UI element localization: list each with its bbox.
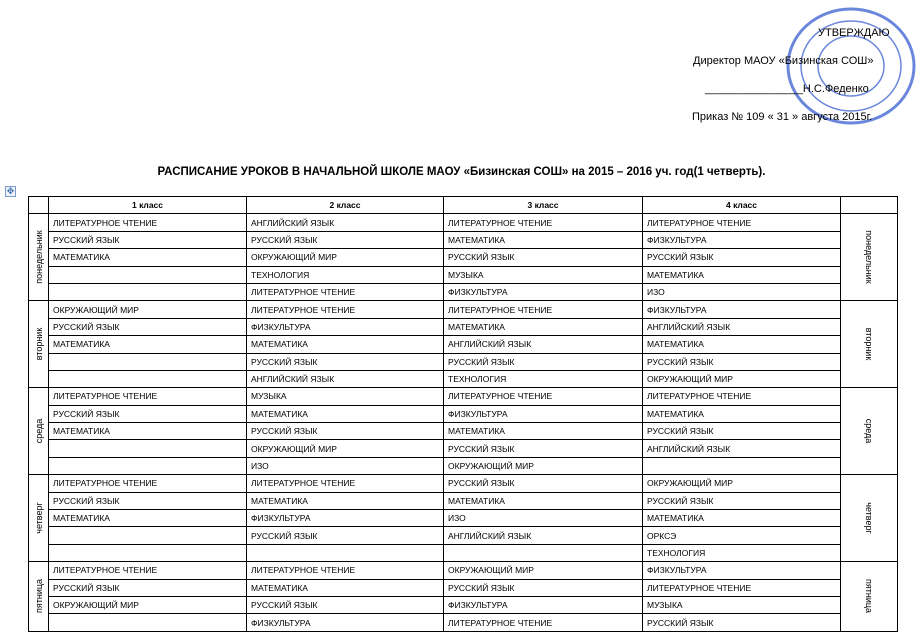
table-row <box>29 231 898 248</box>
lesson-cell: АНГЛИЙСКИЙ ЯЗЫК <box>247 214 444 231</box>
table-row <box>29 544 898 561</box>
table-row <box>29 527 898 544</box>
lesson-cell: МУЗЫКА <box>444 266 643 283</box>
lesson-cell: РУССКИЙ ЯЗЫК <box>643 492 841 509</box>
lesson-cell: МАТЕМАТИКА <box>247 336 444 353</box>
lesson-cell: МАТЕМАТИКА <box>49 510 247 527</box>
table-row <box>29 370 898 387</box>
lesson-cell: РУССКИЙ ЯЗЫК <box>247 353 444 370</box>
lesson-cell: АНГЛИЙСКИЙ ЯЗЫК <box>643 440 841 457</box>
lesson-cell: ЛИТЕРАТУРНОЕ ЧТЕНИЕ <box>247 562 444 579</box>
lesson-cell: ЛИТЕРАТУРНОЕ ЧТЕНИЕ <box>444 301 643 318</box>
lesson-cell: МАТЕМАТИКА <box>643 405 841 422</box>
day-name: среда <box>33 418 44 444</box>
table-row <box>29 266 898 283</box>
lesson-cell: АНГЛИЙСКИЙ ЯЗЫК <box>444 527 643 544</box>
lesson-cell: ОРКСЭ <box>643 527 841 544</box>
lesson-cell <box>49 353 247 370</box>
lesson-cell: МУЗЫКА <box>247 388 444 405</box>
lesson-cell: МУЗЫКА <box>643 596 841 613</box>
lesson-cell: РУССКИЙ ЯЗЫК <box>444 579 643 596</box>
lesson-cell: ФИЗКУЛЬТУРА <box>247 614 444 631</box>
corner-cell <box>29 197 49 214</box>
lesson-cell: МАТЕМАТИКА <box>49 423 247 440</box>
lesson-cell <box>49 527 247 544</box>
lesson-cell: ОКРУЖАЮЩИЙ МИР <box>49 301 247 318</box>
table-row <box>29 562 898 579</box>
table-row <box>29 596 898 613</box>
day-name: четверг <box>33 502 44 534</box>
table-row <box>29 249 898 266</box>
table-row <box>29 283 898 300</box>
table-row <box>29 318 898 335</box>
lesson-cell: ФИЗКУЛЬТУРА <box>444 405 643 422</box>
lesson-cell: РУССКИЙ ЯЗЫК <box>643 249 841 266</box>
table-row <box>29 353 898 370</box>
lesson-cell: ЛИТЕРАТУРНОЕ ЧТЕНИЕ <box>444 614 643 631</box>
lesson-cell: ЛИТЕРАТУРНОЕ ЧТЕНИЕ <box>49 562 247 579</box>
corner-cell <box>841 197 898 214</box>
lesson-cell: МАТЕМАТИКА <box>643 336 841 353</box>
day-label-right <box>841 214 898 301</box>
table-row <box>29 388 898 405</box>
lesson-cell: РУССКИЙ ЯЗЫК <box>643 423 841 440</box>
lesson-cell <box>444 544 643 561</box>
day-label-right <box>841 562 898 632</box>
day-label-left <box>29 475 49 562</box>
lesson-cell: ЛИТЕРАТУРНОЕ ЧТЕНИЕ <box>444 214 643 231</box>
lesson-cell: МАТЕМАТИКА <box>49 336 247 353</box>
lesson-cell <box>49 266 247 283</box>
lesson-cell: ОКРУЖАЮЩИЙ МИР <box>247 249 444 266</box>
lesson-cell: РУССКИЙ ЯЗЫК <box>444 475 643 492</box>
day-label-right <box>841 475 898 562</box>
class-header: 4 класс <box>643 197 841 214</box>
lesson-cell: ФИЗКУЛЬТУРА <box>444 283 643 300</box>
lesson-cell: ОКРУЖАЮЩИЙ МИР <box>643 370 841 387</box>
lesson-cell: ОКРУЖАЮЩИЙ МИР <box>49 596 247 613</box>
class-header: 1 класс <box>49 197 247 214</box>
lesson-cell: РУССКИЙ ЯЗЫК <box>247 231 444 248</box>
schedule-table <box>28 196 898 632</box>
day-name: понедельник <box>33 230 44 285</box>
table-row <box>29 301 898 318</box>
table-row <box>29 510 898 527</box>
lesson-cell: МАТЕМАТИКА <box>643 510 841 527</box>
lesson-cell <box>49 283 247 300</box>
lesson-cell: ИЗО <box>247 457 444 474</box>
table-row <box>29 457 898 474</box>
lesson-cell: ФИЗКУЛЬТУРА <box>643 562 841 579</box>
table-row <box>29 214 898 231</box>
lesson-cell: ИЗО <box>444 510 643 527</box>
lesson-cell: РУССКИЙ ЯЗЫК <box>444 249 643 266</box>
day-label-left <box>29 214 49 301</box>
lesson-cell: МАТЕМАТИКА <box>247 492 444 509</box>
lesson-cell: РУССКИЙ ЯЗЫК <box>247 527 444 544</box>
lesson-cell: РУССКИЙ ЯЗЫК <box>49 318 247 335</box>
table-row <box>29 405 898 422</box>
table-row <box>29 423 898 440</box>
page-title: РАСПИСАНИЕ УРОКОВ В НАЧАЛЬНОЙ ШКОЛЕ МАОУ «Бизинская СОШ» на 2015 – 2016 уч. год(1 четверть). <box>157 166 766 178</box>
lesson-cell: ЛИТЕРАТУРНОЕ ЧТЕНИЕ <box>643 579 841 596</box>
lesson-cell: ЛИТЕРАТУРНОЕ ЧТЕНИЕ <box>643 388 841 405</box>
lesson-cell: АНГЛИЙСКИЙ ЯЗЫК <box>247 370 444 387</box>
class-header: 3 класс <box>444 197 643 214</box>
lesson-cell: ФИЗКУЛЬТУРА <box>643 231 841 248</box>
lesson-cell: ОКРУЖАЮЩИЙ МИР <box>247 440 444 457</box>
lesson-cell: ЛИТЕРАТУРНОЕ ЧТЕНИЕ <box>444 388 643 405</box>
approve-label: УТВЕРЖДАЮ <box>818 27 890 39</box>
lesson-cell: РУССКИЙ ЯЗЫК <box>49 579 247 596</box>
lesson-cell: ФИЗКУЛЬТУРА <box>247 318 444 335</box>
day-label-left <box>29 388 49 475</box>
director-line: Директор МАОУ «Бизинская СОШ» <box>693 55 874 67</box>
lesson-cell: ФИЗКУЛЬТУРА <box>643 301 841 318</box>
table-row <box>29 614 898 631</box>
lesson-cell: МАТЕМАТИКА <box>49 249 247 266</box>
lesson-cell: ЛИТЕРАТУРНОЕ ЧТЕНИЕ <box>247 283 444 300</box>
table-row <box>29 336 898 353</box>
lesson-cell: МАТЕМАТИКА <box>444 492 643 509</box>
day-name: четверг <box>864 502 874 534</box>
day-name: пятница <box>864 579 874 614</box>
lesson-cell <box>49 370 247 387</box>
day-name: вторник <box>33 328 44 361</box>
day-label-left <box>29 562 49 632</box>
order-line: Приказ № 109 « 31 » августа 2015г. <box>692 111 873 123</box>
lesson-cell: МАТЕМАТИКА <box>444 231 643 248</box>
lesson-cell <box>643 457 841 474</box>
lesson-cell: ФИЗКУЛЬТУРА <box>444 596 643 613</box>
lesson-cell <box>247 544 444 561</box>
lesson-cell: МАТЕМАТИКА <box>247 405 444 422</box>
lesson-cell: ОКРУЖАЮЩИЙ МИР <box>444 562 643 579</box>
lesson-cell <box>49 440 247 457</box>
day-name: среда <box>864 418 874 444</box>
lesson-cell: ТЕХНОЛОГИЯ <box>444 370 643 387</box>
lesson-cell: АНГЛИЙСКИЙ ЯЗЫК <box>444 336 643 353</box>
lesson-cell: ЛИТЕРАТУРНОЕ ЧТЕНИЕ <box>49 475 247 492</box>
lesson-cell: ТЕХНОЛОГИЯ <box>643 544 841 561</box>
day-name: вторник <box>864 328 874 361</box>
day-label-left <box>29 301 49 388</box>
lesson-cell: РУССКИЙ ЯЗЫК <box>444 440 643 457</box>
lesson-cell: ЛИТЕРАТУРНОЕ ЧТЕНИЕ <box>49 388 247 405</box>
lesson-cell: ТЕХНОЛОГИЯ <box>247 266 444 283</box>
lesson-cell: ЛИТЕРАТУРНОЕ ЧТЕНИЕ <box>643 214 841 231</box>
lesson-cell: ОКРУЖАЮЩИЙ МИР <box>643 475 841 492</box>
lesson-cell: МАТЕМАТИКА <box>247 579 444 596</box>
lesson-cell: РУССКИЙ ЯЗЫК <box>444 353 643 370</box>
lesson-cell: РУССКИЙ ЯЗЫК <box>49 492 247 509</box>
lesson-cell: МАТЕМАТИКА <box>643 266 841 283</box>
lesson-cell: ЛИТЕРАТУРНОЕ ЧТЕНИЕ <box>247 475 444 492</box>
lesson-cell: РУССКИЙ ЯЗЫК <box>643 353 841 370</box>
table-row <box>29 492 898 509</box>
lesson-cell: ФИЗКУЛЬТУРА <box>247 510 444 527</box>
lesson-cell: МАТЕМАТИКА <box>444 423 643 440</box>
table-row <box>29 475 898 492</box>
lesson-cell: РУССКИЙ ЯЗЫК <box>247 423 444 440</box>
day-name: пятница <box>33 579 44 614</box>
lesson-cell: РУССКИЙ ЯЗЫК <box>49 231 247 248</box>
table-row <box>29 440 898 457</box>
lesson-cell <box>49 614 247 631</box>
lesson-cell: ОКРУЖАЮЩИЙ МИР <box>444 457 643 474</box>
day-label-right <box>841 388 898 475</box>
lesson-cell <box>49 457 247 474</box>
lesson-cell: ИЗО <box>643 283 841 300</box>
lesson-cell: ЛИТЕРАТУРНОЕ ЧТЕНИЕ <box>49 214 247 231</box>
signature-line: ________________Н.С.Феденко <box>705 83 869 95</box>
header-row <box>29 197 898 214</box>
lesson-cell: РУССКИЙ ЯЗЫК <box>643 614 841 631</box>
day-label-right <box>841 301 898 388</box>
lesson-cell: АНГЛИЙСКИЙ ЯЗЫК <box>643 318 841 335</box>
lesson-cell: МАТЕМАТИКА <box>444 318 643 335</box>
lesson-cell: ЛИТЕРАТУРНОЕ ЧТЕНИЕ <box>247 301 444 318</box>
class-header: 2 класс <box>247 197 444 214</box>
lesson-cell: РУССКИЙ ЯЗЫК <box>49 405 247 422</box>
day-name: понедельник <box>864 230 874 285</box>
lesson-cell <box>49 544 247 561</box>
lesson-cell: РУССКИЙ ЯЗЫК <box>247 596 444 613</box>
table-move-handle-icon[interactable]: ✥ <box>6 186 15 196</box>
table-row <box>29 579 898 596</box>
